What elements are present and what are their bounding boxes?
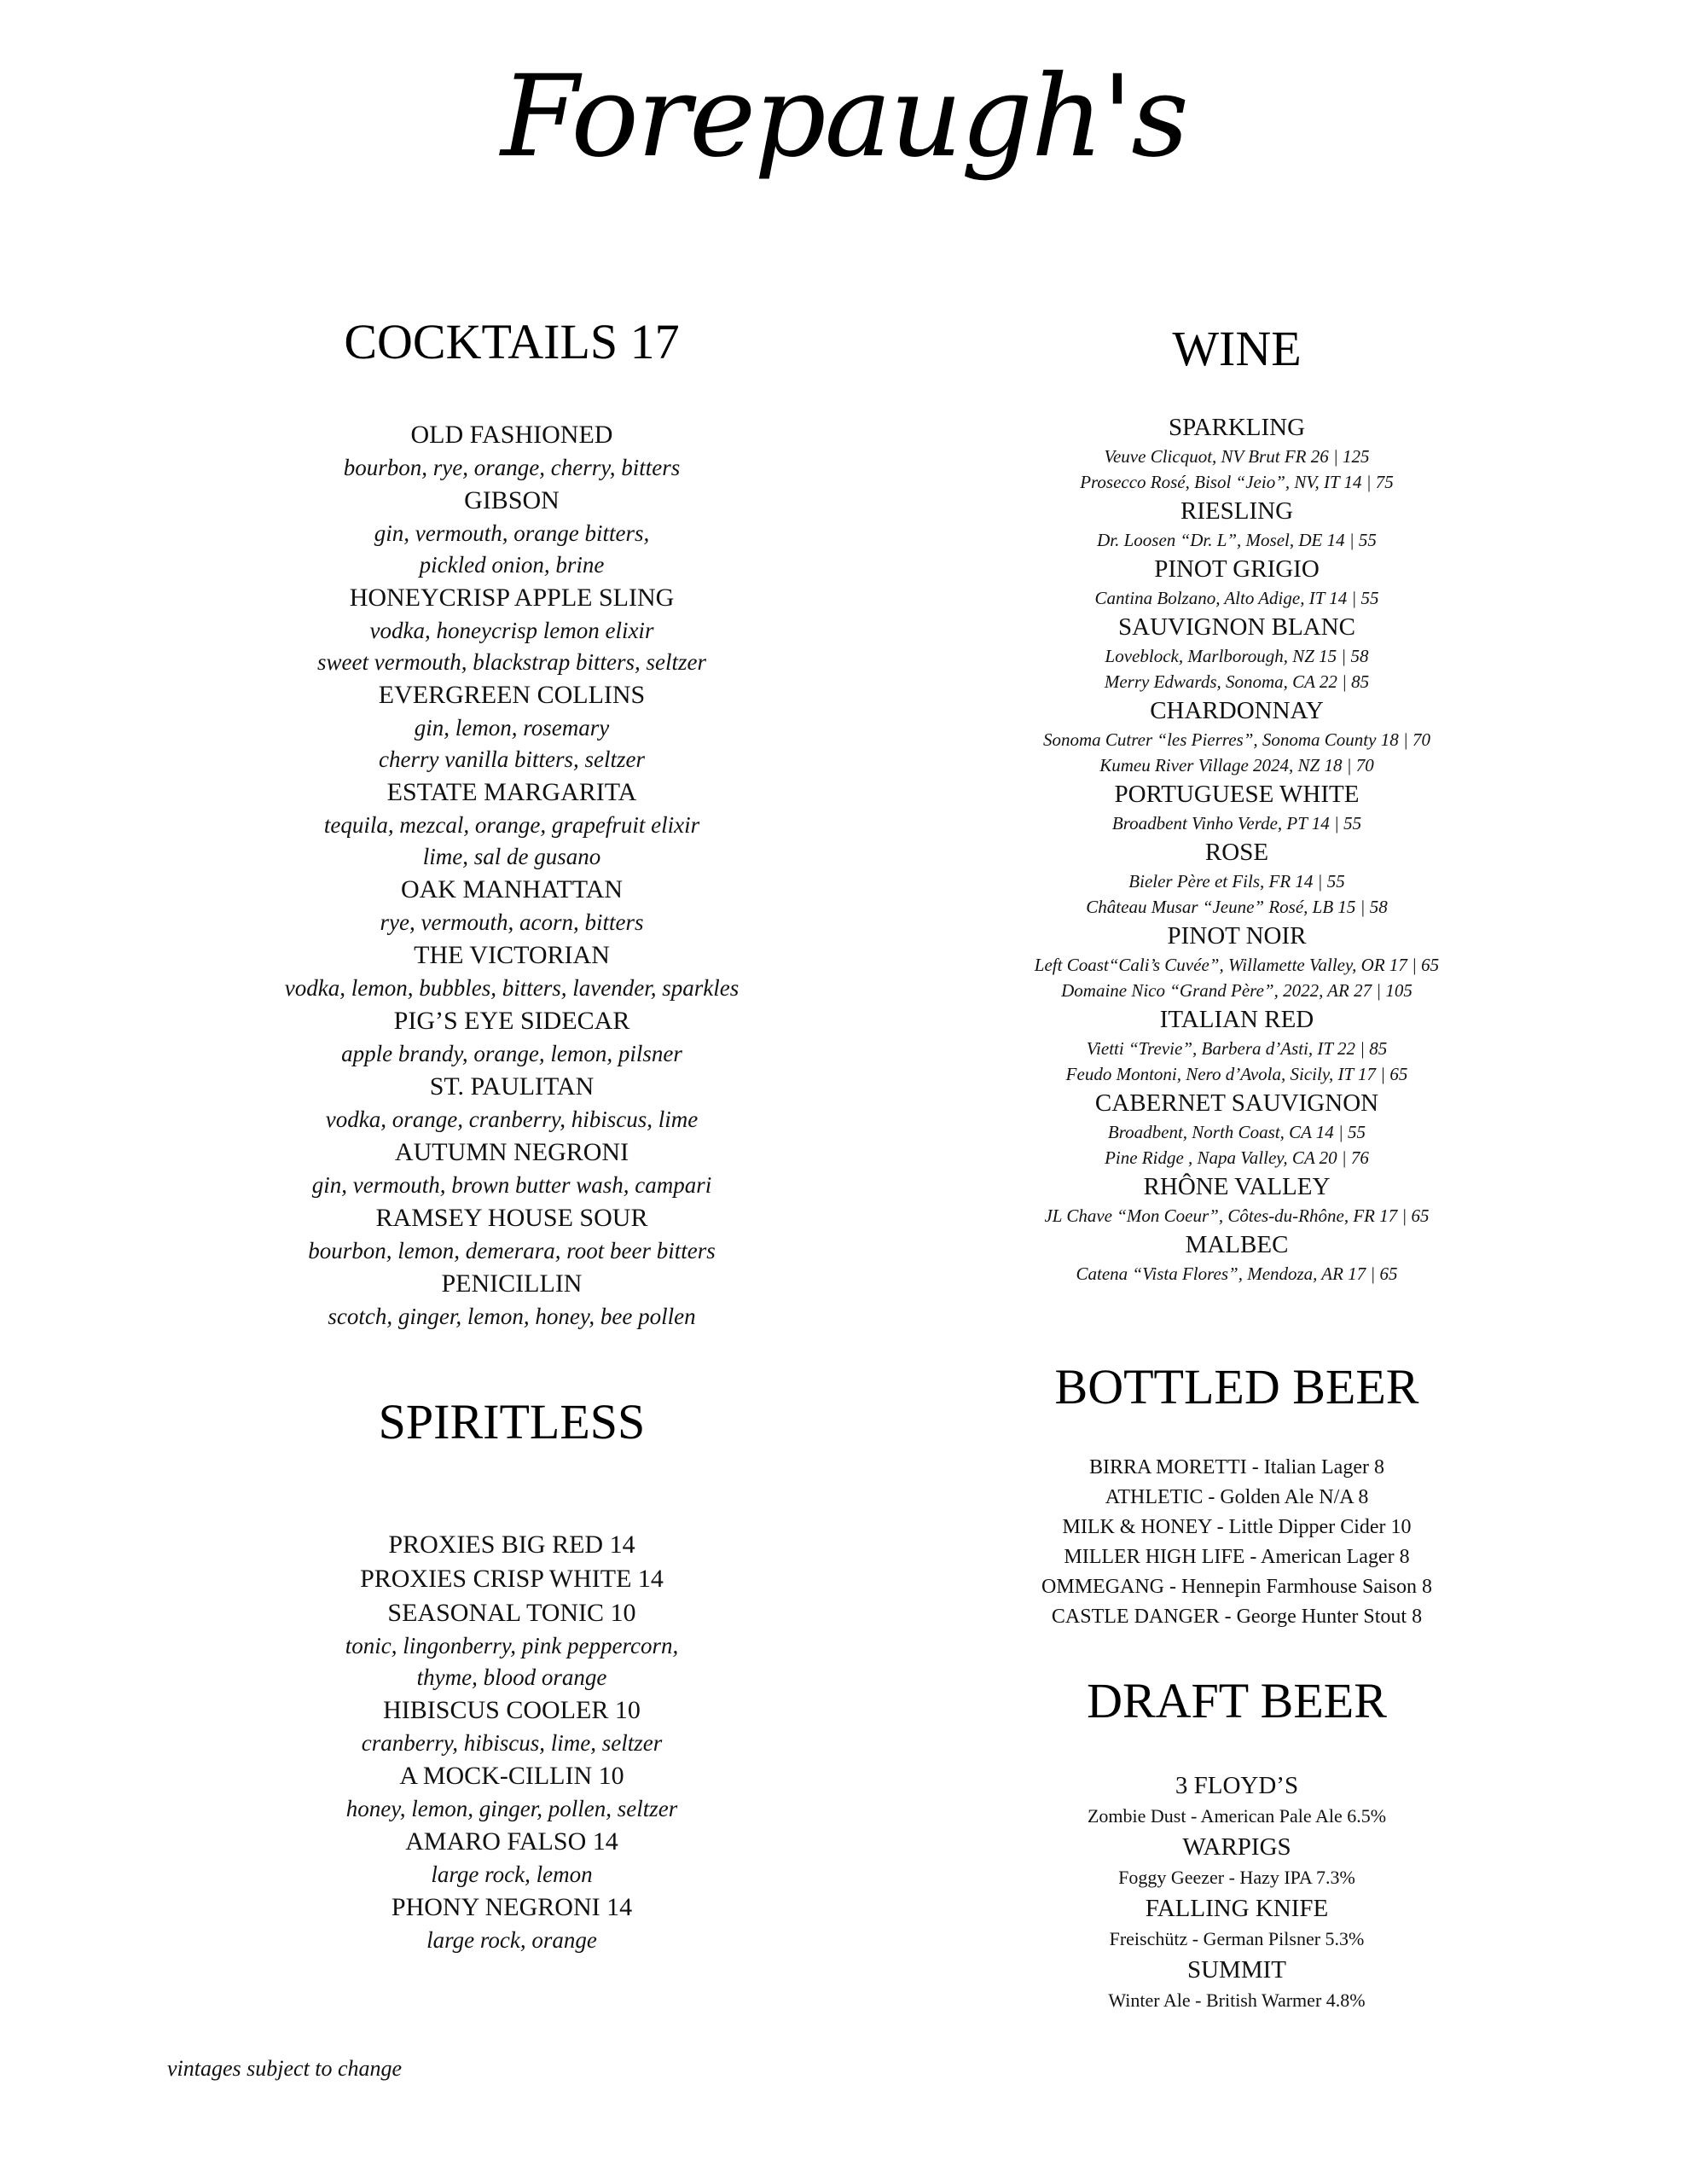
wine-category: RHÔNE VALLEY: [1143, 1173, 1331, 1200]
wine-entry: Domaine Nico “Grand Père”, 2022, AR 27 | 105: [1061, 980, 1412, 1001]
menu-item-description: cranberry, hibiscus, lime, seltzer: [361, 1730, 663, 1756]
wine-category: PINOT NOIR: [1167, 922, 1307, 950]
wine-entry: Broadbent Vinho Verde, PT 14 | 55: [1111, 813, 1362, 834]
wine-entry: Loveblock, Marlborough, NZ 15 | 58: [1105, 646, 1369, 666]
draft-beer-list: [972, 1769, 1501, 2014]
menu-item-description: gin, vermouth, brown butter wash, campari: [311, 1172, 712, 1198]
draft-beer-brewery: WARPIGS: [1182, 1833, 1291, 1861]
wine-entry: Château Musar “Jeune” Rosé, LB 15 | 58: [1086, 897, 1388, 917]
wine-entry: Dr. Loosen “Dr. L”, Mosel, DE 14 | 55: [1097, 530, 1377, 550]
menu-item-description: thyme, blood orange: [416, 1664, 607, 1690]
wine-category: MALBEC: [1185, 1231, 1289, 1258]
wine-entry: Bieler Père et Fils, FR 14 | 55: [1128, 871, 1345, 892]
wine-category: CABERNET SAUVIGNON: [1094, 1089, 1379, 1117]
menu-item-description: vodka, lemon, bubbles, bitters, lavender, sparkles: [284, 975, 740, 1001]
menu-item-name: PHONY NEGRONI 14: [391, 1893, 633, 1921]
menu-item-description: gin, lemon, rosemary: [414, 715, 610, 741]
wine-entry: Kumeu River Village 2024, NZ 18 | 70: [1099, 755, 1374, 775]
draft-beer-description: Zombie Dust - American Pale Ale 6.5%: [1087, 1805, 1387, 1827]
menu-item-name: OAK MANHATTAN: [400, 875, 624, 903]
menu-item-name: PROXIES CRISP WHITE 14: [360, 1565, 664, 1593]
wine-title: WINE: [1172, 321, 1302, 376]
draft-beer-description: Freischütz - German Pilsner 5.3%: [1109, 1928, 1365, 1949]
menu-item-description: large rock, orange: [426, 1927, 597, 1953]
menu-item-description: sweet vermouth, blackstrap bitters, seltzer: [317, 649, 706, 675]
menu-item-name: HONEYCRISP APPLE SLING: [349, 584, 675, 612]
menu-item-description: vodka, orange, cranberry, hibiscus, lime: [325, 1107, 699, 1132]
wine-entry: Broadbent, North Coast, CA 14 | 55: [1107, 1122, 1366, 1142]
wine-category: PINOT GRIGIO: [1154, 555, 1320, 583]
menu-item-name: PIG’S EYE SIDECAR: [393, 1007, 630, 1035]
bottled-beer-entry: CASTLE DANGER - George Hunter Stout 8: [1051, 1606, 1423, 1628]
bottled-beer-entry: ATHLETIC - Golden Ale N/A 8: [1105, 1486, 1369, 1508]
wine-entry: Feudo Montoni, Nero d’Avola, Sicily, IT 17 | 65: [1065, 1064, 1408, 1084]
wine-entry: Pine Ridge , Napa Valley, CA 20 | 76: [1105, 1147, 1369, 1168]
menu-item-description: bourbon, rye, orange, cherry, bitters: [343, 455, 681, 480]
menu-item-description: honey, lemon, ginger, pollen, seltzer: [345, 1796, 678, 1821]
menu-item-description: tequila, mezcal, orange, grapefruit elixir: [323, 812, 700, 838]
wine-category: SAUVIGNON BLANC: [1118, 613, 1355, 641]
wine-entry: Merry Edwards, Sonoma, CA 22 | 85: [1104, 671, 1370, 692]
menu-item-name: THE VICTORIAN: [414, 941, 610, 969]
menu-item-name: SEASONAL TONIC 10: [387, 1599, 636, 1627]
bottled-beer-entry: MILLER HIGH LIFE - American Lager 8: [1064, 1546, 1410, 1568]
menu-item-name: ST. PAULITAN: [429, 1072, 595, 1101]
draft-beer-brewery: FALLING KNIFE: [1145, 1895, 1329, 1922]
menu-item-description: cherry vanilla bitters, seltzer: [379, 746, 645, 772]
wine-entry: Vietti “Trevie”, Barbera d’Asti, IT 22 | 85: [1086, 1038, 1388, 1059]
bottled-beer-section: [972, 1359, 1501, 1632]
wine-category: RIESLING: [1180, 497, 1294, 525]
wine-entry: Left Coast“Cali’s Cuvée”, Willamette Valley, OR 17 | 65: [1034, 955, 1440, 975]
wine-entry: Sonoma Cutrer “les Pierres”, Sonoma County 18 | 70: [1043, 729, 1430, 750]
wine-category: CHARDONNAY: [1150, 697, 1324, 724]
wine-category: ROSE: [1204, 839, 1269, 866]
wine-category: ITALIAN RED: [1159, 1006, 1314, 1033]
menu-item-name: AUTUMN NEGRONI: [394, 1138, 629, 1166]
footer-note: vintages subject to change: [167, 2056, 403, 2081]
menu-item-name: HIBISCUS COOLER 10: [383, 1696, 641, 1724]
menu-item-name: OLD FASHIONED: [410, 421, 613, 449]
bottled-beer-entry: BIRRA MORETTI - Italian Lager 8: [1089, 1456, 1384, 1478]
menu-item-description: gin, vermouth, orange bitters,: [374, 520, 650, 546]
cocktails-section: [256, 314, 768, 1333]
menu-item-description: tonic, lingonberry, pink peppercorn,: [345, 1633, 679, 1658]
restaurant-logo: Forepaugh's: [501, 51, 1187, 183]
draft-beer-section: [972, 1673, 1501, 2014]
menu-item-name: GIBSON: [464, 486, 560, 514]
wine-list: [972, 411, 1501, 1287]
bottled-beer-entry: MILK & HONEY - Little Dipper Cider 10: [1062, 1516, 1412, 1538]
wine-category: SPARKLING: [1168, 414, 1306, 441]
bottled-beer-title: BOTTLED BEER: [1054, 1359, 1419, 1414]
bottled-beer-list: [972, 1453, 1501, 1632]
menu-item-name: RAMSEY HOUSE SOUR: [375, 1204, 648, 1232]
wine-category: PORTUGUESE WHITE: [1114, 781, 1360, 808]
menu-item-name: PROXIES BIG RED 14: [388, 1531, 635, 1559]
wine-entry: Cantina Bolzano, Alto Adige, IT 14 | 55: [1094, 588, 1379, 608]
menu-item-description: pickled onion, brine: [419, 552, 605, 578]
wine-entry: Veuve Clicquot, NV Brut FR 26 | 125: [1104, 446, 1370, 467]
draft-beer-description: Winter Ale - British Warmer 4.8%: [1108, 1989, 1366, 2011]
menu-item-description: bourbon, lemon, demerara, root beer bitters: [308, 1238, 716, 1263]
draft-beer-description: Foggy Geezer - Hazy IPA 7.3%: [1118, 1867, 1355, 1888]
bottled-beer-entry: OMMEGANG - Hennepin Farmhouse Saison 8: [1041, 1576, 1432, 1598]
spiritless-list: [256, 1528, 768, 1956]
draft-beer-brewery: SUMMIT: [1186, 1956, 1286, 1984]
menu-item-description: large rock, lemon: [431, 1862, 593, 1887]
menu-item-description: apple brandy, orange, lemon, pilsner: [341, 1041, 682, 1066]
spiritless-section: [256, 1394, 768, 1956]
menu-item-description: rye, vermouth, acorn, bitters: [380, 909, 644, 935]
wine-section: [972, 321, 1501, 1287]
draft-beer-title: DRAFT BEER: [1087, 1673, 1387, 1728]
draft-beer-brewery: 3 FLOYD’S: [1175, 1772, 1299, 1799]
cocktails-title: COCKTAILS 17: [344, 314, 680, 369]
cocktail-list: [256, 418, 768, 1333]
menu-item-name: AMARO FALSO 14: [405, 1827, 618, 1856]
menu-item-name: EVERGREEN COLLINS: [378, 681, 646, 709]
spiritless-title: SPIRITLESS: [378, 1394, 646, 1449]
menu-item-name: A MOCK-CILLIN 10: [399, 1762, 624, 1790]
menu-item-description: vodka, honeycrisp lemon elixir: [369, 618, 654, 643]
menu-item-name: ESTATE MARGARITA: [386, 778, 637, 806]
menu-item-description: lime, sal de gusano: [422, 844, 601, 869]
wine-entry: Prosecco Rosé, Bisol “Jeio”, NV, IT 14 | 75: [1080, 472, 1394, 492]
wine-entry: Catena “Vista Flores”, Mendoza, AR 17 | 65: [1076, 1263, 1398, 1284]
menu-item-name: PENICILLIN: [441, 1269, 583, 1298]
wine-entry: JL Chave “Mon Coeur”, Côtes-du-Rhône, FR 17 | 65: [1044, 1205, 1430, 1226]
menu-item-description: scotch, ginger, lemon, honey, bee pollen: [328, 1304, 696, 1329]
